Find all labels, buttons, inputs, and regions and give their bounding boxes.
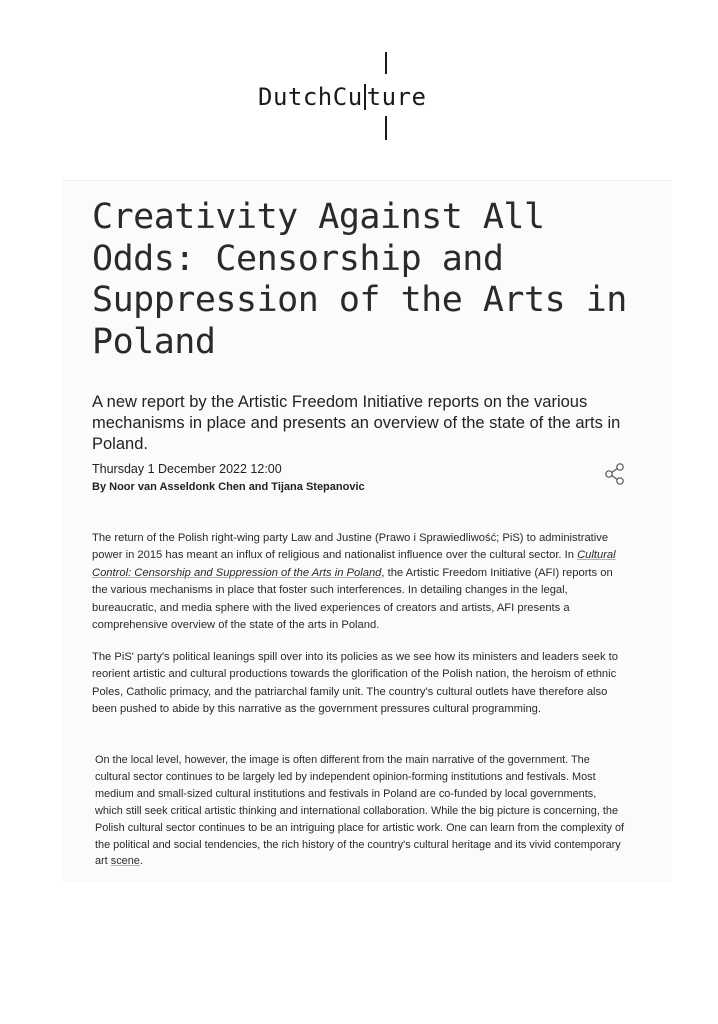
share-button[interactable] (604, 462, 626, 486)
article-date: Thursday 1 December 2022 12:00 (92, 462, 282, 476)
article-lead: A new report by the Artistic Freedom Initiative reports on the various mechanisms in place and presents an overview of the state of the arts in Poland. (92, 393, 621, 453)
logo-divider (364, 84, 366, 110)
scene-link[interactable]: scene (110, 855, 140, 868)
report-link[interactable]: Cultural Control: Censorship and Suppression of the Arts in Poland (92, 549, 616, 579)
article-paragraph-3 (95, 752, 627, 870)
share-icon (604, 462, 626, 486)
article-paragraph-1 (92, 530, 628, 634)
article-paragraph-2: The PiS' party's political leanings spill over into its policies as we see how its ministers and leaders seek to reorient artistic and cultural productions towards the glorification of the Polish nation, the heroism of ethnic Poles, Catholic primacy, and the patriarchal family unit. The country's cultural outlets have therefore also been pushed to abide by this narrative as the government pressures cultural programming. (92, 651, 618, 716)
article-title: Creativity Against All Odds: Censorship and Suppression of the Arts in Poland (92, 197, 627, 362)
logo-bar-top (385, 52, 387, 74)
byline-authors[interactable]: Noor van Asseldonk Chen and Tijana Stepanovic (109, 481, 365, 493)
header-divider (62, 180, 672, 181)
p1-text-before: The return of the Polish right-wing party Law and Justine (Prawo i Sprawiedliwość; PiS) to administrative power in 2015 has meant an influx of religious and nationalist influence over the cultural sector. In (92, 532, 609, 562)
p3-text-after: . (139, 855, 143, 868)
p3-text-before: On the local level, however, the image is often different from the main narrative of the government. The cultural sector continues to be largely led by independent opinion-forming institutions and festivals. Most medium and small-sized cultural institutions and festivals in Poland are co-funded by local governments, which still seek critical artistic thinking and international collaboration. While the big picture is concerning, the Polish cultural sector continues to be an intriguing place for artistic work. One can learn from the complexity of the political and social tendencies, the rich history of the country's cultural heritage and its vivid contemporary art (95, 754, 625, 868)
byline-prefix: By (92, 481, 110, 493)
p1-text-after: , the Artistic Freedom Initiative (AFI) reports on the various mechanisms in place that foster such interferences. In detailing changes in the legal, bureaucratic, and media sphere with the lived experiences of creators and artists, AFI presents a comprehensive overview of the state of the arts in Poland. (92, 566, 613, 632)
dutchculture-logo[interactable] (0, 50, 718, 142)
logo-text-left: DutchCu (258, 83, 363, 111)
article-byline (92, 481, 365, 493)
logo-bar-bottom (385, 116, 387, 140)
logo-text-right: ture (366, 83, 427, 111)
logo-wordmark (258, 83, 426, 111)
